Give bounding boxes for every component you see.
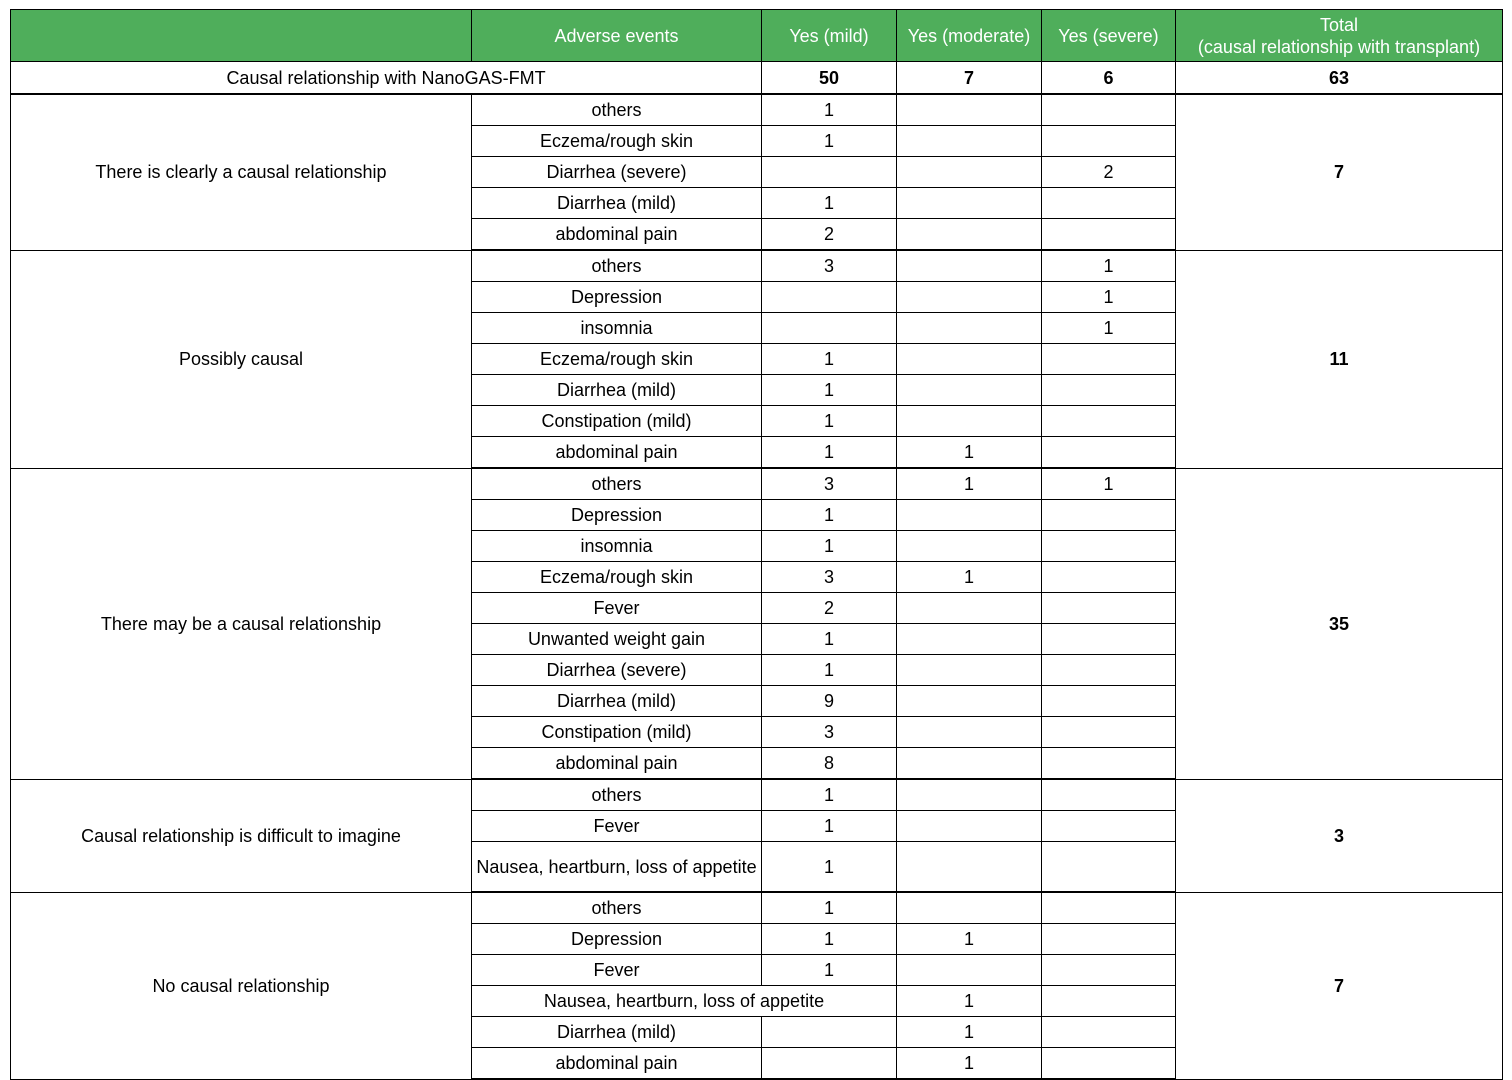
group-label: Causal relationship is difficult to imagine [11, 779, 472, 892]
count-severe [1042, 779, 1176, 811]
adverse-event-name: others [472, 94, 762, 126]
count-mild: 1 [762, 344, 897, 375]
adverse-event-name: Fever [472, 593, 762, 624]
adverse-event-name: Diarrhea (mild) [472, 686, 762, 717]
count-moderate: 1 [897, 468, 1042, 500]
count-mild [762, 1017, 897, 1048]
count-severe [1042, 624, 1176, 655]
header-group-cell [11, 10, 472, 62]
adverse-event-name: Eczema/rough skin [472, 344, 762, 375]
count-severe [1042, 126, 1176, 157]
count-mild: 1 [762, 955, 897, 986]
count-mild [762, 282, 897, 313]
count-moderate: 1 [897, 1048, 1042, 1080]
adverse-event-name: Fever [472, 811, 762, 842]
count-moderate: 1 [897, 1017, 1042, 1048]
adverse-event-name: Depression [472, 282, 762, 313]
count-mild: 1 [762, 500, 897, 531]
count-mild: 1 [762, 531, 897, 562]
count-mild [762, 1048, 897, 1080]
count-mild: 3 [762, 717, 897, 748]
count-severe [1042, 842, 1176, 893]
count-moderate [897, 344, 1042, 375]
count-moderate [897, 624, 1042, 655]
count-severe [1042, 437, 1176, 469]
count-moderate [897, 655, 1042, 686]
count-mild: 1 [762, 375, 897, 406]
count-moderate [897, 531, 1042, 562]
count-severe: 1 [1042, 468, 1176, 500]
table-row [11, 892, 1503, 924]
count-moderate [897, 375, 1042, 406]
count-severe [1042, 406, 1176, 437]
header-yes-severe: Yes (severe) [1042, 10, 1176, 62]
count-severe [1042, 375, 1176, 406]
count-mild: 1 [762, 126, 897, 157]
count-moderate [897, 811, 1042, 842]
adverse-event-name: Diarrhea (severe) [472, 655, 762, 686]
adverse-event-name: abdominal pain [472, 219, 762, 251]
count-severe [1042, 986, 1176, 1017]
count-moderate [897, 157, 1042, 188]
count-moderate [897, 779, 1042, 811]
group-label: No causal relationship [11, 892, 472, 1079]
count-moderate [897, 250, 1042, 282]
adverse-event-name: others [472, 892, 762, 924]
count-moderate [897, 94, 1042, 126]
count-mild: 1 [762, 842, 897, 893]
adverse-event-name: Eczema/rough skin [472, 126, 762, 157]
count-moderate [897, 313, 1042, 344]
count-moderate [897, 842, 1042, 893]
count-moderate [897, 955, 1042, 986]
summary-label: Causal relationship with NanoGAS-FMT [11, 62, 762, 95]
count-moderate [897, 686, 1042, 717]
count-severe: 2 [1042, 157, 1176, 188]
count-moderate: 1 [897, 986, 1042, 1017]
count-mild [762, 313, 897, 344]
count-severe [1042, 686, 1176, 717]
count-mild: 1 [762, 924, 897, 955]
count-mild [762, 157, 897, 188]
count-moderate [897, 748, 1042, 780]
count-moderate [897, 717, 1042, 748]
count-mild: 9 [762, 686, 897, 717]
count-mild: 1 [762, 624, 897, 655]
count-moderate: 1 [897, 562, 1042, 593]
count-moderate [897, 892, 1042, 924]
group-label: There is clearly a causal relationship [11, 94, 472, 250]
count-severe [1042, 655, 1176, 686]
count-moderate [897, 406, 1042, 437]
adverse-event-name: insomnia [472, 531, 762, 562]
count-mild: 3 [762, 468, 897, 500]
count-severe [1042, 892, 1176, 924]
group-total: 11 [1176, 250, 1503, 468]
group-total: 7 [1176, 892, 1503, 1079]
adverse-event-name: Nausea, heartburn, loss of appetite [472, 842, 762, 893]
adverse-events-table [10, 9, 1503, 1080]
count-moderate [897, 188, 1042, 219]
summary-mild: 50 [762, 62, 897, 95]
count-mild: 1 [762, 779, 897, 811]
count-moderate [897, 282, 1042, 313]
count-severe [1042, 94, 1176, 126]
count-severe [1042, 344, 1176, 375]
header-yes-mild: Yes (mild) [762, 10, 897, 62]
count-severe: 1 [1042, 282, 1176, 313]
count-mild: 1 [762, 94, 897, 126]
adverse-event-name: Diarrhea (severe) [472, 157, 762, 188]
summary-severe: 6 [1042, 62, 1176, 95]
count-severe [1042, 531, 1176, 562]
adverse-event-name: others [472, 468, 762, 500]
summary-moderate: 7 [897, 62, 1042, 95]
group-label: Possibly causal [11, 250, 472, 468]
count-mild: 3 [762, 250, 897, 282]
count-mild: 1 [762, 437, 897, 469]
table-row [11, 94, 1503, 126]
adverse-event-name: Constipation (mild) [472, 406, 762, 437]
count-severe: 1 [1042, 313, 1176, 344]
count-moderate [897, 500, 1042, 531]
count-mild: 8 [762, 748, 897, 780]
header-total [1176, 10, 1503, 62]
count-severe [1042, 188, 1176, 219]
count-severe [1042, 562, 1176, 593]
group-total: 7 [1176, 94, 1503, 250]
count-severe [1042, 955, 1176, 986]
adverse-event-name: abdominal pain [472, 437, 762, 469]
count-severe [1042, 811, 1176, 842]
adverse-event-name: Diarrhea (mild) [472, 188, 762, 219]
count-mild: 1 [762, 188, 897, 219]
adverse-event-name: Nausea, heartburn, loss of appetite [472, 986, 897, 1017]
adverse-event-name: abdominal pain [472, 1048, 762, 1080]
adverse-event-name: insomnia [472, 313, 762, 344]
count-moderate [897, 219, 1042, 251]
count-severe [1042, 717, 1176, 748]
adverse-event-name: Diarrhea (mild) [472, 1017, 762, 1048]
header-total-line1: Total [1319, 14, 1359, 35]
header-adverse-events: Adverse events [472, 10, 762, 62]
adverse-event-name: Depression [472, 924, 762, 955]
adverse-event-name: Fever [472, 955, 762, 986]
group-label: There may be a causal relationship [11, 468, 472, 779]
count-mild: 1 [762, 892, 897, 924]
count-severe [1042, 219, 1176, 251]
adverse-event-name: abdominal pain [472, 748, 762, 780]
count-mild: 1 [762, 406, 897, 437]
count-mild: 1 [762, 655, 897, 686]
group-total: 35 [1176, 468, 1503, 779]
count-severe [1042, 924, 1176, 955]
adverse-event-name: Unwanted weight gain [472, 624, 762, 655]
adverse-event-name: Diarrhea (mild) [472, 375, 762, 406]
adverse-event-name: Eczema/rough skin [472, 562, 762, 593]
adverse-event-name: Depression [472, 500, 762, 531]
count-severe [1042, 593, 1176, 624]
count-severe: 1 [1042, 250, 1176, 282]
summary-total: 63 [1176, 62, 1503, 95]
count-mild: 2 [762, 219, 897, 251]
group-total: 3 [1176, 779, 1503, 892]
count-moderate [897, 593, 1042, 624]
count-severe [1042, 1017, 1176, 1048]
table-row [11, 468, 1503, 500]
count-severe [1042, 1048, 1176, 1080]
table-row [11, 779, 1503, 811]
summary-row [11, 62, 1503, 95]
count-mild: 1 [762, 811, 897, 842]
count-moderate: 1 [897, 924, 1042, 955]
adverse-event-name: others [472, 779, 762, 811]
count-severe [1042, 748, 1176, 780]
table-row [11, 250, 1503, 282]
adverse-event-name: Constipation (mild) [472, 717, 762, 748]
count-mild: 2 [762, 593, 897, 624]
header-total-line2: (causal relationship with transplant) [1197, 36, 1481, 57]
header-yes-moderate: Yes (moderate) [897, 10, 1042, 62]
adverse-event-name: others [472, 250, 762, 282]
count-moderate [897, 126, 1042, 157]
count-severe [1042, 500, 1176, 531]
count-moderate: 1 [897, 437, 1042, 469]
count-mild: 3 [762, 562, 897, 593]
header-row [11, 10, 1503, 62]
